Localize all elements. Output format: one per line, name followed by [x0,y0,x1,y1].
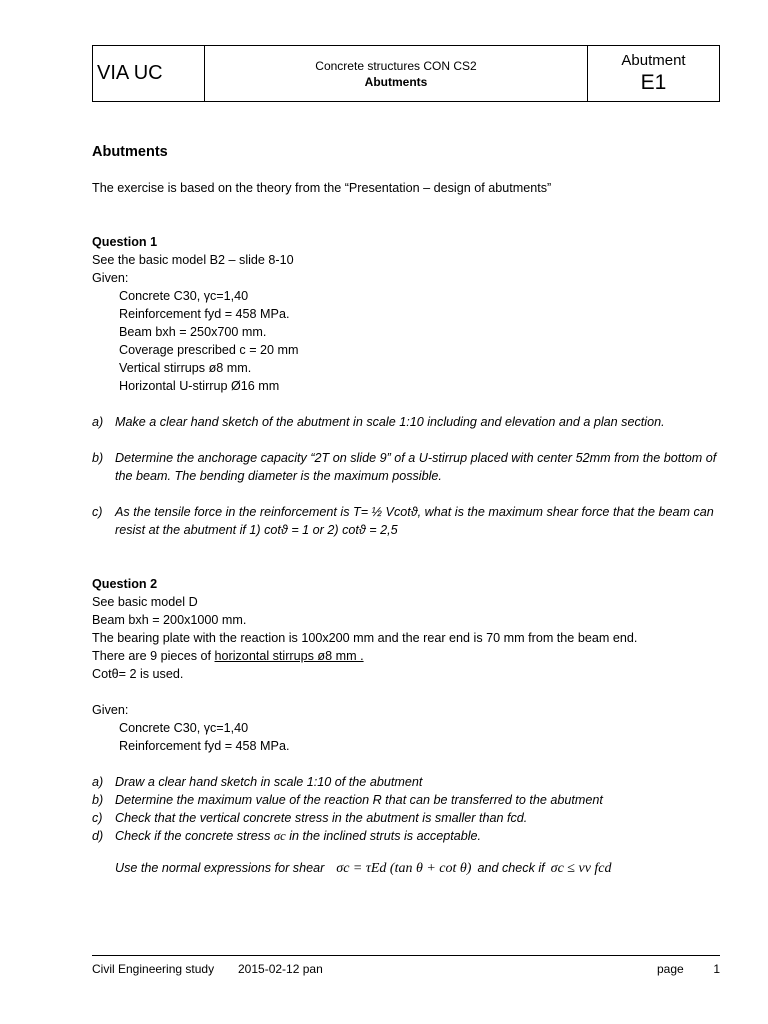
q2-item [92,809,722,827]
q1-given-item: Reinforcement fyd = 458 MPa. [119,307,290,321]
item-text: Make a clear hand sketch of the abutment in scale 1:10 including and elevation and a plan section. [115,415,665,429]
course-cell [205,46,587,101]
document-body [92,143,722,878]
footer-date: 2015-02-12 pan [238,962,323,976]
q2-item [92,773,722,791]
q2-line: Beam bxh = 200x1000 mm. [92,613,247,627]
item-text: Determine the maximum value of the reaction R that can be transferred to the abutment [115,793,603,807]
q1-given-item: Coverage prescribed c = 20 mm [119,343,299,357]
q2-line [92,647,722,665]
item-text: Draw a clear hand sketch in scale 1:10 of the abutment [115,775,423,789]
item-marker: c) [92,505,103,519]
shear-formula-line [92,859,722,878]
q1-given-item: Beam bxh = 250x700 mm. [119,325,267,339]
exercise-cell [587,46,719,101]
footer [92,962,720,976]
question-1 [92,233,722,539]
footer-study: Civil Engineering study [92,962,215,976]
item-text: Check that the vertical concrete stress in the abutment is smaller than fcd. [115,811,528,825]
q2-item [92,791,722,809]
formula-intro: Use the normal expressions for shear [115,861,325,875]
q1-given-item: Concrete C30, γc=1,40 [119,289,249,303]
q2-line: Cotθ= 2 is used. [92,667,184,681]
q2-line-text: There are 9 pieces of [92,649,215,663]
underlined-text: horizontal stirrups ø8 mm . [214,649,364,663]
item-marker: b) [92,793,104,807]
question-2-heading: Question 2 [92,577,158,591]
item-text-post: in the inclined struts is acceptable. [285,829,482,843]
sigma-c-symbol: σc [273,829,286,843]
formula-check-label: and check if [477,861,545,875]
course-title: Concrete structures CON CS2 [315,58,477,73]
footer-divider [92,955,720,956]
footer-page-number: 1 [713,962,720,976]
item-text: Determine the anchorage capacity “2T on slide 9” of a U-stirrup placed with center 52mm from the bottom of the beam. The bending diameter is the maximum possible. [115,451,717,483]
q1-item [92,413,722,431]
institution-name: VIA UC [93,46,205,101]
item-text: As the tensile force in the reinforcement is T= ½ Vcotϑ, what is the maximum shear force that the beam can resist at the abutment if 1) cotϑ = 1 or 2) cotϑ = 2,5 [115,505,714,537]
q2-given-item: Concrete C30, γc=1,40 [119,721,249,735]
q2-line: The bearing plate with the reaction is 100x200 mm and the rear end is 70 mm from the beam end. [92,631,638,645]
item-marker: d) [92,829,104,843]
q1-line: See the basic model B2 – slide 8-10 [92,253,294,267]
q1-given-item: Vertical stirrups ø8 mm. [119,361,252,375]
q1-given-item: Horizontal U-stirrup Ø16 mm [119,379,280,393]
item-marker: c) [92,811,103,825]
q1-item [92,503,722,539]
item-text-pre: Check if the concrete stress [115,829,274,843]
intro-text: The exercise is based on the theory from the “Presentation – design of abutments” [92,181,552,195]
shear-formula: σc = τEd (tan θ + cot θ) [336,861,472,876]
exercise-code: E1 [640,70,667,94]
q2-given-label: Given: [92,703,129,717]
page-title: Abutments [92,144,168,160]
header-table [92,45,720,102]
stress-check-formula: σc ≤ νν fcd [550,861,612,876]
item-text [115,827,722,845]
q2-line: See basic model D [92,595,198,609]
question-2 [92,575,722,878]
exercise-label: Abutment [621,51,686,69]
question-1-heading: Question 1 [92,235,158,249]
item-marker: b) [92,451,104,465]
q2-given-item: Reinforcement fyd = 458 MPa. [119,739,290,753]
q2-item [92,827,722,845]
footer-page-label: page [657,962,684,976]
q1-item [92,449,722,485]
q1-line: Given: [92,271,129,285]
course-subject: Abutments [364,74,428,89]
item-marker: a) [92,775,104,789]
item-marker: a) [92,415,104,429]
